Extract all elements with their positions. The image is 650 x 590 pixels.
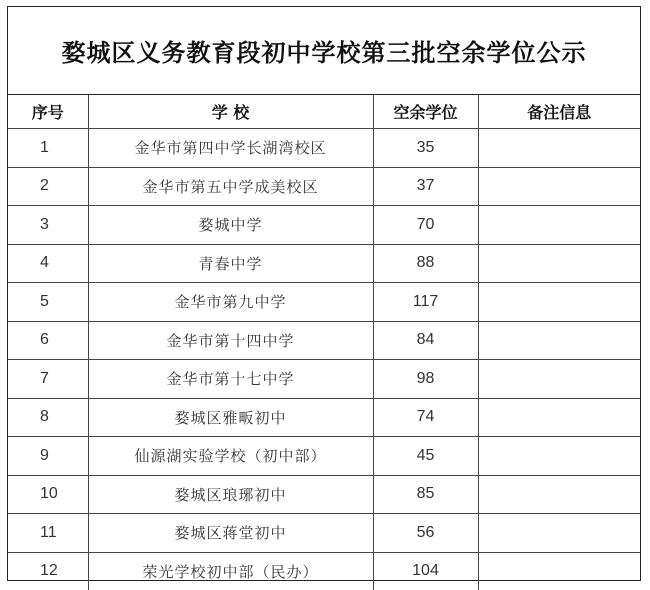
vacant-seats: 117 bbox=[373, 283, 478, 322]
school-name: 婺城区琅琊初中 bbox=[88, 475, 373, 514]
table-row bbox=[8, 514, 640, 553]
vacant-seats: 84 bbox=[373, 321, 478, 360]
school-name: 金华市第十七中学 bbox=[88, 360, 373, 399]
row-number: 8 bbox=[8, 398, 88, 437]
vacant-seats: 98 bbox=[373, 360, 478, 399]
table-body bbox=[8, 129, 640, 590]
table-row bbox=[8, 437, 640, 476]
table-row bbox=[8, 283, 640, 322]
table-row bbox=[8, 244, 640, 283]
school-name: 金华市第九中学 bbox=[88, 283, 373, 322]
school-name: 青春中学 bbox=[88, 244, 373, 283]
table-row bbox=[8, 167, 640, 206]
table-row bbox=[8, 398, 640, 437]
row-number: 12 bbox=[8, 552, 88, 590]
school-name: 仙源湖实验学校（初中部） bbox=[88, 437, 373, 476]
vacant-seats: 104 bbox=[373, 552, 478, 590]
notes-cell bbox=[478, 283, 640, 322]
notes-cell bbox=[478, 437, 640, 476]
table-row bbox=[8, 360, 640, 399]
header-no: 序号 bbox=[8, 95, 88, 129]
row-number: 4 bbox=[8, 244, 88, 283]
row-number: 11 bbox=[8, 514, 88, 553]
notes-cell bbox=[478, 514, 640, 553]
school-name: 婺城区蒋堂初中 bbox=[88, 514, 373, 553]
table-row bbox=[8, 321, 640, 360]
notes-cell bbox=[478, 475, 640, 514]
row-number: 6 bbox=[8, 321, 88, 360]
school-name: 婺城中学 bbox=[88, 206, 373, 245]
vacant-seats: 35 bbox=[373, 129, 478, 168]
header-notes: 备注信息 bbox=[478, 95, 640, 129]
notes-cell bbox=[478, 398, 640, 437]
table-row bbox=[8, 475, 640, 514]
vacant-seats: 45 bbox=[373, 437, 478, 476]
notes-cell bbox=[478, 167, 640, 206]
table-row bbox=[8, 129, 640, 168]
school-name: 金华市第五中学成美校区 bbox=[88, 167, 373, 206]
header-school: 学 校 bbox=[88, 95, 373, 129]
row-number: 1 bbox=[8, 129, 88, 168]
row-number: 3 bbox=[8, 206, 88, 245]
row-number: 7 bbox=[8, 360, 88, 399]
notice-title: 婺城区义务教育段初中学校第三批空余学位公示 bbox=[8, 7, 640, 95]
school-name: 荣光学校初中部（民办） bbox=[88, 552, 373, 590]
notice-table-frame bbox=[7, 6, 641, 581]
notes-cell bbox=[478, 360, 640, 399]
vacant-seats: 70 bbox=[373, 206, 478, 245]
table-row bbox=[8, 552, 640, 590]
row-number: 2 bbox=[8, 167, 88, 206]
school-name: 金华市第十四中学 bbox=[88, 321, 373, 360]
notes-cell bbox=[478, 206, 640, 245]
vacant-seats: 56 bbox=[373, 514, 478, 553]
header-seats: 空余学位 bbox=[373, 95, 478, 129]
vacant-seats: 88 bbox=[373, 244, 478, 283]
vacant-seats: 37 bbox=[373, 167, 478, 206]
notes-cell bbox=[478, 321, 640, 360]
row-number: 10 bbox=[8, 475, 88, 514]
vacant-seats: 74 bbox=[373, 398, 478, 437]
table-row bbox=[8, 206, 640, 245]
notes-cell bbox=[478, 129, 640, 168]
notes-cell bbox=[478, 244, 640, 283]
school-name: 金华市第四中学长湖湾校区 bbox=[88, 129, 373, 168]
table-header-row bbox=[8, 95, 640, 129]
vacant-seats: 85 bbox=[373, 475, 478, 514]
row-number: 9 bbox=[8, 437, 88, 476]
vacancy-table bbox=[8, 95, 640, 590]
row-number: 5 bbox=[8, 283, 88, 322]
school-name: 婺城区雅畈初中 bbox=[88, 398, 373, 437]
notes-cell bbox=[478, 552, 640, 590]
